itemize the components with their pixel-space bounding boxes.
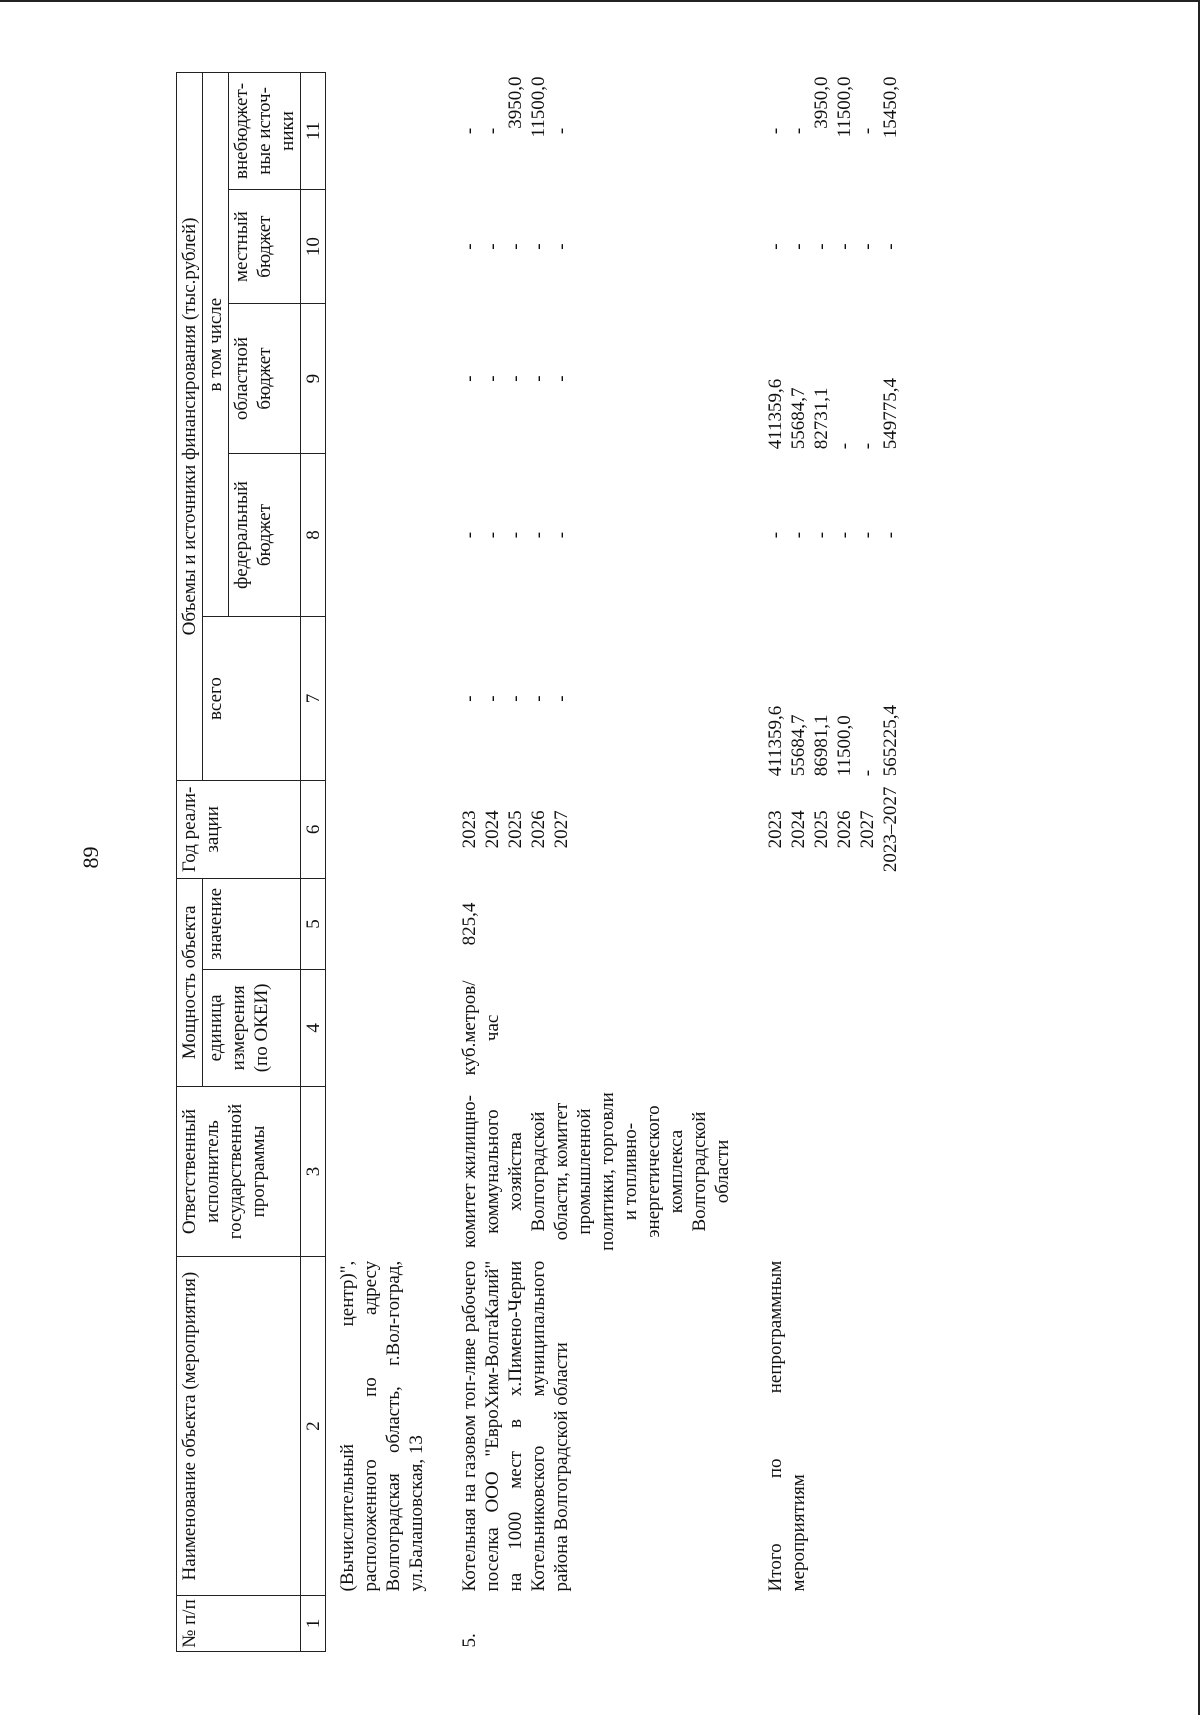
table-row — [448, 73, 754, 1652]
amount: - — [788, 243, 809, 250]
amount: 86981,1 — [811, 714, 832, 777]
year: 2025 — [811, 810, 832, 849]
column-numbers-row — [301, 73, 326, 1652]
column-number: 11 — [301, 73, 326, 190]
total-cell — [754, 617, 922, 781]
amount: - — [505, 695, 526, 702]
financing-table — [176, 72, 922, 1652]
amount: - — [857, 127, 878, 135]
amount: - — [857, 769, 878, 777]
amount: 11500,0 — [834, 76, 855, 138]
column-number: 9 — [301, 304, 326, 453]
page-number: 89 — [78, 846, 103, 869]
column-number: 5 — [301, 878, 326, 969]
local-cell — [448, 189, 754, 303]
amount: - — [528, 375, 549, 382]
header-total: всего — [203, 617, 301, 781]
amount: - — [551, 243, 572, 250]
extra-cell — [754, 73, 922, 190]
amount: 11500,0 — [528, 76, 549, 138]
local-cell — [754, 189, 922, 303]
amount: - — [482, 243, 503, 250]
amount: - — [857, 442, 878, 450]
federal-cell — [754, 453, 922, 617]
header-value: значение — [203, 878, 301, 969]
year: 2026 — [834, 810, 855, 849]
amount: - — [834, 442, 855, 450]
object-name: Котельная на газовом топ-ливе рабочего поселка ООО "ЕвроХим-ВолгаКалий" на 1000 мест в х.Пимено-Черни Котельниковского муниципального района Волгоградской области — [459, 1260, 572, 1592]
row-number: 5. — [459, 1633, 480, 1648]
amount: - — [482, 127, 503, 135]
amount: - — [528, 243, 549, 250]
header-unit: единица измерения (по ОКЕИ) — [203, 969, 301, 1086]
capacity-unit: куб.метров/ час — [459, 980, 503, 1076]
amount: - — [857, 243, 878, 250]
amount: - — [505, 375, 526, 382]
extra-cell — [448, 73, 754, 190]
amount: 11500,0 — [834, 715, 855, 777]
federal-cell — [448, 453, 754, 617]
amount: - — [788, 531, 809, 539]
object-name-continued: (Вычислительный центр)", расположенного по адресу Волгоградская область, г.Вол-гоград, ул.Балашовская, 13 — [337, 1260, 427, 1592]
amount: - — [482, 375, 503, 382]
amount: - — [811, 531, 832, 539]
table-row-total — [754, 73, 922, 1652]
amount: 55684,7 — [788, 714, 809, 777]
amount: 411359,6 — [765, 705, 786, 777]
total-label: Итого по непрограммным мероприятиям — [765, 1260, 809, 1592]
column-number: 7 — [301, 617, 326, 781]
amount: - — [880, 531, 901, 539]
amount: 3950,0 — [811, 76, 832, 129]
header-extra: внебюджет-ные источ-ники — [229, 73, 301, 190]
column-number: 10 — [301, 189, 326, 303]
amount: - — [788, 127, 809, 135]
header-regional: областной бюджет — [229, 304, 301, 453]
amount: - — [459, 695, 480, 702]
amount: - — [551, 375, 572, 382]
amount: - — [459, 243, 480, 250]
executor: комитет жилищно-коммунального хозяйства Волгоградской области, комитет промышленной политики, торговли и топливно-энергетического комплекса Волгоградской области — [459, 1092, 733, 1251]
amount: - — [834, 531, 855, 539]
amount: - — [765, 127, 786, 135]
amount: - — [482, 531, 503, 539]
total-cell — [448, 617, 754, 781]
header-including: в том числе — [203, 73, 229, 617]
amount: - — [505, 243, 526, 250]
year: 2025 — [505, 810, 526, 849]
header-funding: Объемы и источники финансирования (тыс.рублей) — [177, 73, 203, 781]
header-executor: Ответственный исполнитель государственной программы — [177, 1086, 301, 1257]
year: 2024 — [788, 810, 809, 849]
header-local: местный бюджет — [229, 189, 301, 303]
amount: - — [551, 695, 572, 702]
column-number: 2 — [301, 1257, 326, 1596]
amount: 411359,6 — [765, 378, 786, 450]
header-capacity: Мощность объекта — [177, 878, 203, 1086]
years-cell — [448, 780, 754, 878]
capacity-value: 825,4 — [459, 902, 480, 946]
amount: - — [551, 531, 572, 539]
amount: - — [880, 243, 901, 250]
amount: 3950,0 — [505, 76, 526, 129]
amount: - — [482, 695, 503, 702]
column-number: 6 — [301, 780, 326, 878]
year: 2023–2027 — [880, 786, 901, 873]
amount: - — [834, 243, 855, 250]
year: 2026 — [528, 810, 549, 849]
header-object-name: Наименование объекта (мероприятия) — [177, 1257, 301, 1596]
years-cell — [754, 780, 922, 878]
amount: 15450,0 — [880, 76, 901, 139]
amount: - — [528, 695, 549, 702]
column-number: 8 — [301, 453, 326, 617]
column-number: 1 — [301, 1595, 326, 1651]
regional-cell — [754, 304, 922, 453]
table-row — [326, 73, 449, 1652]
amount: - — [528, 531, 549, 539]
amount: 55684,7 — [788, 387, 809, 450]
amount: - — [857, 531, 878, 539]
year: 2027 — [551, 810, 572, 849]
year: 2023 — [765, 810, 786, 849]
amount: 82731,1 — [811, 387, 832, 450]
amount: - — [459, 127, 480, 135]
amount: - — [459, 375, 480, 382]
header-number: № п/п — [177, 1595, 301, 1651]
regional-cell — [448, 304, 754, 453]
amount: - — [551, 127, 572, 135]
year: 2027 — [857, 810, 878, 849]
column-number: 3 — [301, 1086, 326, 1257]
amount: - — [811, 243, 832, 250]
header-year: Год реали-зации — [177, 780, 301, 878]
column-number: 4 — [301, 969, 326, 1086]
header-federal: федеральный бюджет — [229, 453, 301, 617]
amount: - — [505, 531, 526, 539]
year: 2024 — [482, 810, 503, 849]
amount: 549775,4 — [880, 378, 901, 450]
amount: - — [765, 531, 786, 539]
amount: - — [459, 531, 480, 539]
year: 2023 — [459, 810, 480, 849]
amount: - — [765, 243, 786, 250]
amount: 565225,4 — [880, 705, 901, 777]
